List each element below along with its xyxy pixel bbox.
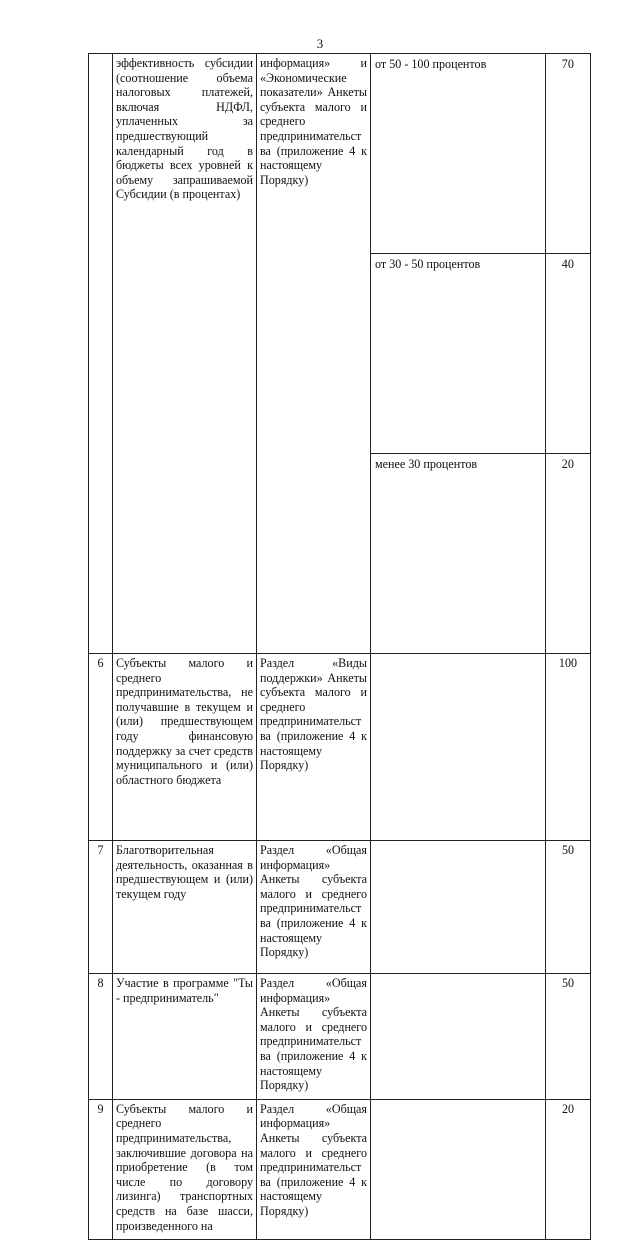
row-number: 8: [89, 974, 113, 1100]
condition-row: [371, 454, 590, 654]
table-row: [89, 974, 591, 1100]
criteria-table: [88, 53, 591, 1240]
condition-score: 40: [545, 254, 590, 454]
row-number: 9: [89, 1099, 113, 1239]
row-number: 6: [89, 654, 113, 841]
score: 50: [546, 841, 591, 974]
condition-score: 20: [561, 457, 574, 471]
table-row-continued: [89, 54, 591, 654]
condition-text: менее 30 процентов: [371, 454, 545, 654]
score: 50: [546, 974, 591, 1100]
condition-score: 70: [545, 54, 590, 254]
conditions-cell: [371, 54, 591, 654]
criterion-name: Субъекты малого и среднего предпринимательства, заключившие договора на приобретение (в том числе по договору лизинга) транспортных средств на базе шасси, произведенного на: [113, 1099, 257, 1239]
data-source: информация» и «Экономические показатели» Анкеты субъекта малого и среднего предпринимательст ва (приложение 4 к настоящему Порядку): [257, 54, 371, 654]
score: 100: [546, 654, 591, 841]
table-row: [89, 841, 591, 974]
page-number: 3: [316, 36, 324, 51]
row-number: 7: [89, 841, 113, 974]
data-source: Раздел «Общая информация» Анкеты субъекта малого и среднего предпринимательст ва (приложение 4 к настоящему Порядку): [257, 841, 371, 974]
condition-text: [371, 974, 546, 1100]
condition-text: [371, 1099, 546, 1239]
data-source: Раздел «Виды поддержки» Анкеты субъекта малого и среднего предпринимательст ва (приложение 4 к настоящему Порядку): [257, 654, 371, 841]
condition-text: [371, 654, 546, 841]
data-source: Раздел «Общая информация» Анкеты субъекта малого и среднего предпринимательст ва (приложение 4 к настоящему Порядку): [257, 1099, 371, 1239]
condition-text: от 30 - 50 процентов: [371, 254, 545, 454]
table-row: [89, 1099, 591, 1239]
condition-text: [371, 841, 546, 974]
criterion-name: Субъекты малого и среднего предпринимательства, не получавшие в текущем и (или) предшествующем году финансовую поддержку за счет средств муниципального и (или) областного бюджета: [113, 654, 257, 841]
data-source: Раздел «Общая информация» Анкеты субъекта малого и среднего предпринимательст ва (приложение 4 к настоящему Порядку): [257, 974, 371, 1100]
criterion-name: эффективность субсидии (соотношение объема налоговых платежей, включая НДФЛ, уплаченных за предшествующий календарный год в бюджеты всех уровней к объему запрашиваемой Субсидии (в процентах): [113, 54, 257, 654]
criterion-name: Благотворительная деятельность, оказанная в предшествующем и (или) текущем году: [113, 841, 257, 974]
criterion-name: Участие в программе "Ты - предприниматель": [113, 974, 257, 1100]
score: 20: [546, 1099, 591, 1239]
row-number: [89, 54, 113, 654]
condition-row: [371, 254, 590, 454]
conditions-table: [371, 54, 590, 653]
table-row: [89, 654, 591, 841]
condition-text: от 50 - 100 процентов: [371, 54, 545, 254]
condition-row: [371, 54, 590, 254]
